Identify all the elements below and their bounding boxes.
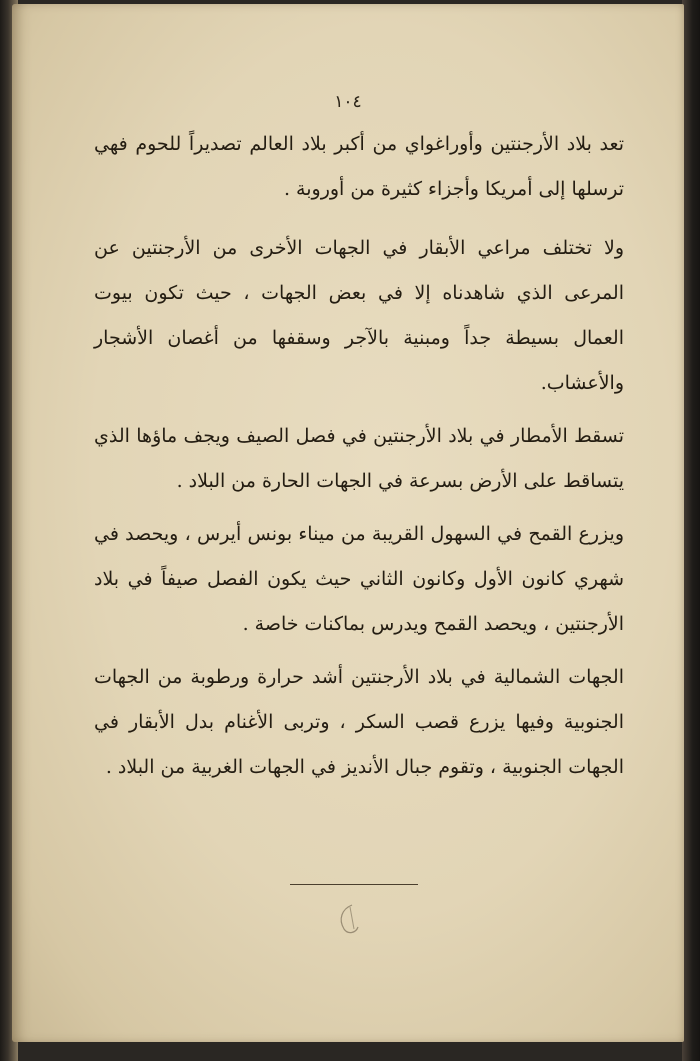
paragraph-2: ولا تختلف مراعي الأبقار في الجهات الأخرى من الأرجنتين عن المرعى الذي شاهدناه إلا في بعض الجهات ، حيث تكون بيوت العمال بسيطة جداً ومبنية بالآجر وسقفها من أغصان الأشجار والأعشاب.: [94, 237, 624, 394]
book-edge-shadow: [682, 0, 700, 1061]
paragraph-3: تسقط الأمطار في بلاد الأرجنتين في فصل الصيف ويجف ماؤها الذي يتساقط على الأرض بسرعة في الجهات الحارة من البلاد .: [94, 425, 624, 492]
book-page: [12, 4, 684, 1042]
paragraph-1: تعد بلاد الأرجنتين وأوراغواي من أكبر بلاد العالم تصديراً للحوم فهي ترسلها إلى أمريكا وأجزاء كثيرة من أوروبة .: [94, 133, 624, 200]
footer-rule: [290, 884, 418, 885]
paragraph-5: الجهات الشمالية في بلاد الأرجنتين أشد حرارة ورطوبة من الجهات الجنوبية وفيها يزرع قصب السكر ، وتربى الأغنام بدل الأبقار في الجهات الجنوبية ، وتقوم جبال الأنديز في الجهات الغربية من البلاد .: [94, 666, 624, 778]
paragraph-4: ويزرع القمح في السهول القريبة من ميناء بونس أيرس ، ويحصد في شهري كانون الأول وكانون الثاني حيث يكون الفصل صيفاً في بلاد الأرجنتين ، ويحصد القمح ويدرس بماكنات خاصة .: [94, 523, 624, 635]
pencil-mark-icon: [330, 899, 370, 939]
page-number: ١٠٤: [334, 92, 362, 112]
body-text: [94, 122, 624, 798]
